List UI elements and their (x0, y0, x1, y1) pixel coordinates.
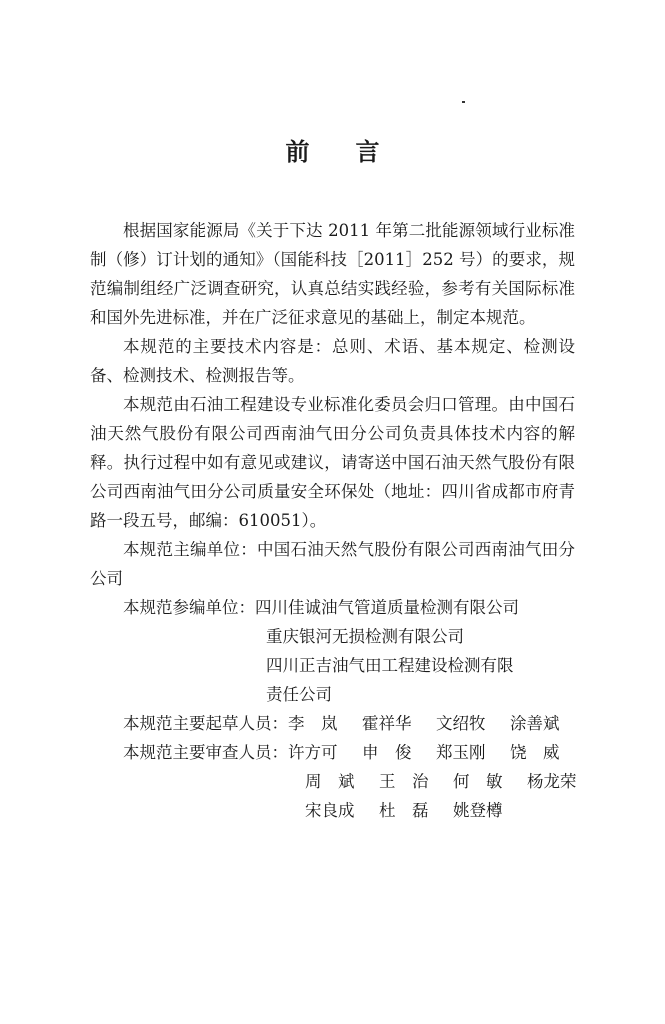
person-name: 李 岚 (288, 714, 338, 733)
participant-org: 重庆银河无损检测有限公司 (266, 627, 464, 646)
reviewers-block (90, 738, 575, 825)
participants-block (90, 593, 575, 709)
reviewers-label: 本规范主要审查人员： (123, 743, 288, 762)
person-name: 申 俊 (362, 743, 412, 762)
person-name: 王 治 (379, 772, 429, 791)
paragraph-content: 本规范的主要技术内容是：总则、术语、基本规定、检测设备、检测技术、检测报告等。 (90, 337, 575, 385)
person-name: 杨龙荣 (527, 772, 577, 791)
person-name: 杜 磊 (379, 801, 429, 820)
person-name: 饶 威 (510, 743, 560, 762)
person-name: 涂善斌 (510, 714, 560, 733)
person-name: 许方可 (288, 743, 338, 762)
drafters-block (90, 709, 575, 738)
person-name: 姚登樽 (453, 801, 503, 820)
participant-org: 四川正吉油气田工程建设检测有限责任公司 (266, 656, 514, 704)
person-name: 文绍牧 (436, 714, 486, 733)
person-name: 宋良成 (305, 801, 355, 820)
person-name: 何 敏 (453, 772, 503, 791)
paragraph-basis: 根据国家能源局《关于下达 2011 年第二批能源领域行业标准制（修）订计划的通知》（国能科技［2011］252 号）的要求，规范编制组经广泛调查研究，认真总结实践经验，参考有关国际标准和国外先进标准，并在广泛征求意见的基础上，制定本规范。 (90, 221, 575, 327)
preface-body (90, 216, 575, 825)
person-name: 周 斌 (305, 772, 355, 791)
paragraph-management: 本规范由石油工程建设专业标准化委员会归口管理。由中国石油天然气股份有限公司西南油气田分公司负责具体技术内容的解释。执行过程中如有意见或建议，请寄送中国石油天然气股份有限公司西南油气田分公司质量安全环保处（地址：四川省成都市府青路一段五号，邮编：610051）。 (90, 395, 575, 530)
scan-speck (462, 101, 465, 103)
reviewer-names (288, 738, 584, 767)
title-char-2: 言 (355, 138, 380, 166)
drafter-names (288, 709, 584, 738)
reviewer-names (305, 796, 527, 825)
person-name: 霍祥华 (362, 714, 412, 733)
title-char-1: 前 (285, 138, 310, 166)
reviewer-names (305, 767, 601, 796)
person-name: 郑玉刚 (436, 743, 486, 762)
participants-label: 本规范参编单位： (123, 598, 255, 617)
paragraph-chief-editor: 本规范主编单位：中国石油天然气股份有限公司西南油气田分公司 (90, 540, 575, 588)
participant-org: 四川佳诚油气管道质量检测有限公司 (255, 598, 519, 617)
drafters-label: 本规范主要起草人员： (123, 714, 288, 733)
page-title (0, 132, 665, 167)
